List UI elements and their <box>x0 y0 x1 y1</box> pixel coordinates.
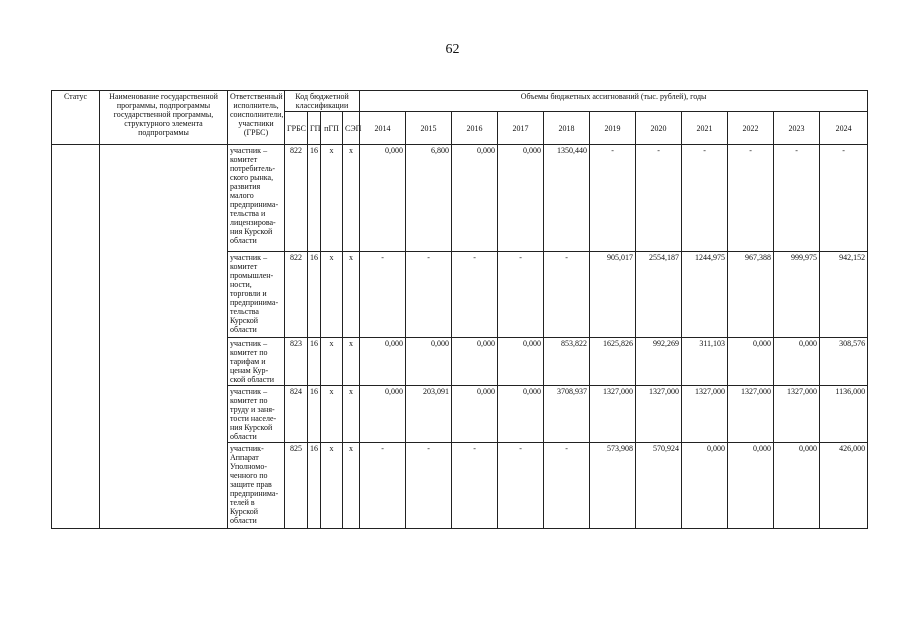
header-executor: Ответственный исполнитель, соисполнители, участники (ГРБС) <box>228 91 285 145</box>
value-cell: 1327,000 <box>774 386 820 443</box>
header-year: 2019 <box>590 112 636 145</box>
gp-cell: 16 <box>308 338 321 386</box>
grbs-cell: 824 <box>285 386 308 443</box>
header-gp: ГП <box>308 112 321 145</box>
value-cell: 1327,000 <box>728 386 774 443</box>
sep-cell: х <box>343 145 360 252</box>
value-cell: - <box>682 145 728 252</box>
pgp-cell: х <box>321 386 343 443</box>
pgp-cell: х <box>321 145 343 252</box>
sep-cell: х <box>343 338 360 386</box>
executor-cell: участник – комитет потребитель-ского рынка, развития малого предпринима-тельства и лицензирова-ния Курской области <box>228 145 285 252</box>
header-budget-code: Код бюджетной классификации <box>285 91 360 112</box>
value-cell: 0,000 <box>682 443 728 529</box>
pgp-cell: х <box>321 252 343 338</box>
value-cell: - <box>360 443 406 529</box>
value-cell: 0,000 <box>452 338 498 386</box>
value-cell: 311,103 <box>682 338 728 386</box>
sep-cell: х <box>343 386 360 443</box>
header-year: 2023 <box>774 112 820 145</box>
value-cell: 0,000 <box>498 386 544 443</box>
value-cell: 1327,000 <box>636 386 682 443</box>
value-cell: 0,000 <box>360 145 406 252</box>
value-cell: - <box>590 145 636 252</box>
value-cell: 570,924 <box>636 443 682 529</box>
value-cell: 0,000 <box>728 443 774 529</box>
header-year: 2022 <box>728 112 774 145</box>
value-cell: - <box>820 145 868 252</box>
executor-cell: участник – комитет промышлен-ности, торговли и предпринима-тельства Курской области <box>228 252 285 338</box>
name-cell <box>100 145 228 529</box>
value-cell: 1625,826 <box>590 338 636 386</box>
value-cell: 426,000 <box>820 443 868 529</box>
value-cell: 0,000 <box>728 338 774 386</box>
value-cell: - <box>406 252 452 338</box>
gp-cell: 16 <box>308 443 321 529</box>
table-row <box>52 145 868 252</box>
header-grbs: ГРБС <box>285 112 308 145</box>
executor-cell: участник – комитет по тарифам и ценам Кур-ской области <box>228 338 285 386</box>
sep-cell: х <box>343 252 360 338</box>
header-year: 2014 <box>360 112 406 145</box>
executor-cell: участник-Аппарат Уполномо-ченного по защите прав предпринима-телей в Курской области <box>228 443 285 529</box>
value-cell: 1350,440 <box>544 145 590 252</box>
value-cell: 967,388 <box>728 252 774 338</box>
value-cell: - <box>544 443 590 529</box>
value-cell: - <box>544 252 590 338</box>
header-year: 2020 <box>636 112 682 145</box>
header-year: 2017 <box>498 112 544 145</box>
value-cell: - <box>498 443 544 529</box>
value-cell: 2554,187 <box>636 252 682 338</box>
value-cell: 0,000 <box>452 386 498 443</box>
header-year: 2018 <box>544 112 590 145</box>
executor-cell: участник – комитет по труду и заня-тости населе-ния Курской области <box>228 386 285 443</box>
value-cell: 6,800 <box>406 145 452 252</box>
grbs-cell: 822 <box>285 252 308 338</box>
value-cell: - <box>498 252 544 338</box>
budget-table <box>51 90 868 529</box>
header-year: 2016 <box>452 112 498 145</box>
value-cell: - <box>406 443 452 529</box>
value-cell: - <box>452 443 498 529</box>
header-status: Статус <box>52 91 100 145</box>
value-cell: 1136,000 <box>820 386 868 443</box>
value-cell: 0,000 <box>452 145 498 252</box>
header-year: 2021 <box>682 112 728 145</box>
gp-cell: 16 <box>308 252 321 338</box>
value-cell: 1327,000 <box>682 386 728 443</box>
value-cell: 0,000 <box>406 338 452 386</box>
pgp-cell: х <box>321 338 343 386</box>
value-cell: 203,091 <box>406 386 452 443</box>
header-year: 2015 <box>406 112 452 145</box>
value-cell: 992,269 <box>636 338 682 386</box>
value-cell: - <box>360 252 406 338</box>
header-sep: СЭП <box>343 112 360 145</box>
value-cell: 0,000 <box>774 338 820 386</box>
value-cell: 308,576 <box>820 338 868 386</box>
value-cell: 0,000 <box>774 443 820 529</box>
value-cell: - <box>636 145 682 252</box>
value-cell: 1327,000 <box>590 386 636 443</box>
value-cell: - <box>774 145 820 252</box>
value-cell: 0,000 <box>360 338 406 386</box>
header-volumes: Объемы бюджетных ассигнований (тыс. рублей), годы <box>360 91 868 112</box>
page-number: 62 <box>445 42 460 57</box>
value-cell: 1244,975 <box>682 252 728 338</box>
header-pgp: пГП <box>321 112 343 145</box>
header-name: Наименование государственной программы, подпрограммы государственной программы, структурного элемента подпрограммы <box>100 91 228 145</box>
value-cell: 905,017 <box>590 252 636 338</box>
value-cell: 999,975 <box>774 252 820 338</box>
value-cell: 0,000 <box>360 386 406 443</box>
value-cell: 0,000 <box>498 145 544 252</box>
grbs-cell: 822 <box>285 145 308 252</box>
value-cell: 573,908 <box>590 443 636 529</box>
value-cell: - <box>452 252 498 338</box>
status-cell <box>52 145 100 529</box>
value-cell: - <box>728 145 774 252</box>
gp-cell: 16 <box>308 145 321 252</box>
value-cell: 3708,937 <box>544 386 590 443</box>
grbs-cell: 823 <box>285 338 308 386</box>
value-cell: 0,000 <box>498 338 544 386</box>
gp-cell: 16 <box>308 386 321 443</box>
pgp-cell: х <box>321 443 343 529</box>
value-cell: 853,822 <box>544 338 590 386</box>
header-year: 2024 <box>820 112 868 145</box>
value-cell: 942,152 <box>820 252 868 338</box>
grbs-cell: 825 <box>285 443 308 529</box>
sep-cell: х <box>343 443 360 529</box>
